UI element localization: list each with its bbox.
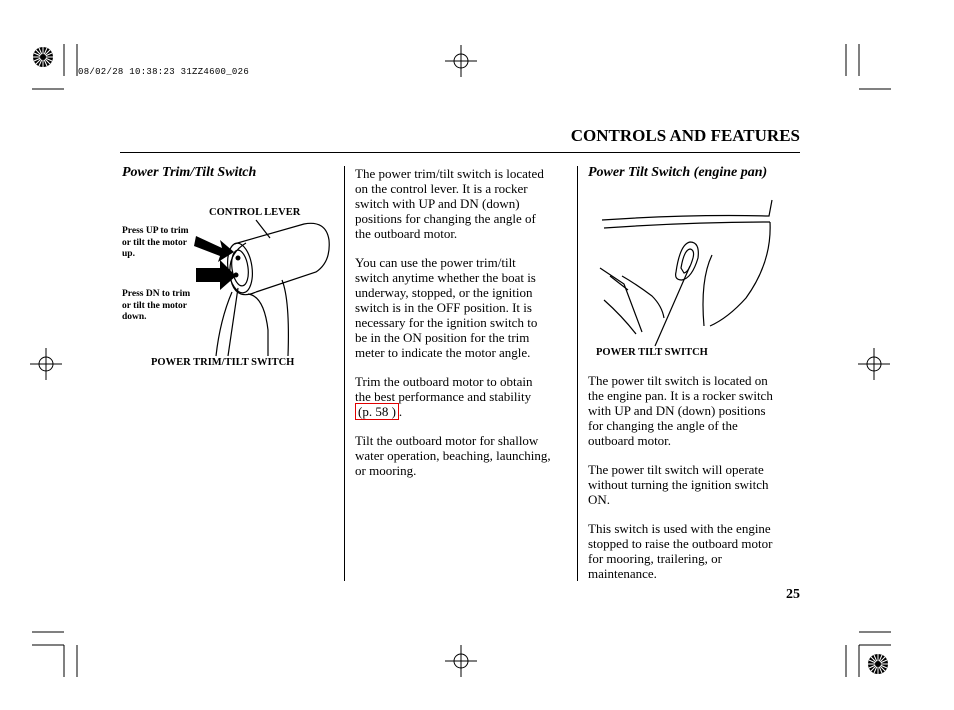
print-metadata: 08/02/28 10:38:23 31ZZ4600_026: [78, 67, 250, 77]
middle-paragraph-2: You can use the power trim/tilt switch anytime whether the boat is underway, stopped, or the ignition switch is in the OFF position. It is necessary for the ignition switch to be in the ON position for the trim meter to indicate the motor angle.: [355, 255, 538, 360]
middle-paragraph-4: Tilt the outboard motor for shallow water operation, beaching, launching, or mooring.: [355, 433, 551, 478]
press-up-label: Press UP to trim or tilt the motor up.: [122, 226, 189, 259]
section-title: CONTROLS AND FEATURES: [570, 126, 800, 145]
right-column: [588, 373, 798, 581]
page-number: 25: [786, 587, 800, 602]
right-paragraph-2: The power tilt switch will operate without turning the ignition switch ON.: [588, 462, 769, 507]
switch-label: POWER TRIM/TILT SWITCH: [151, 357, 295, 368]
press-dn-label: Press DN to trim or tilt the motor down.: [122, 289, 191, 322]
power-tilt-switch-label: POWER TILT SWITCH: [596, 347, 708, 358]
left-heading: Power Trim/Tilt Switch: [122, 165, 257, 180]
right-paragraph-1: The power tilt switch is located on the engine pan. It is a rocker switch with UP and DN (down) positions for changing the angle of the outboard motor.: [588, 373, 773, 448]
page-reference-link[interactable]: (p. 58 ): [355, 403, 399, 420]
middle-paragraph-3: Trim the outboard motor to obtain the best performance and stability (p. 58 ) .: [355, 374, 533, 419]
middle-paragraph-1: The power trim/tilt switch is located on the control lever. It is a rocker switch with UP and DN (down) positions for changing the angle of the outboard motor.: [355, 166, 544, 241]
right-heading: Power Tilt Switch (engine pan): [588, 165, 768, 180]
control-lever-label: CONTROL LEVER: [209, 207, 301, 218]
right-paragraph-3: This switch is used with the engine stopped to raise the outboard motor for mooring, trailering, or maintenance.: [588, 521, 773, 581]
